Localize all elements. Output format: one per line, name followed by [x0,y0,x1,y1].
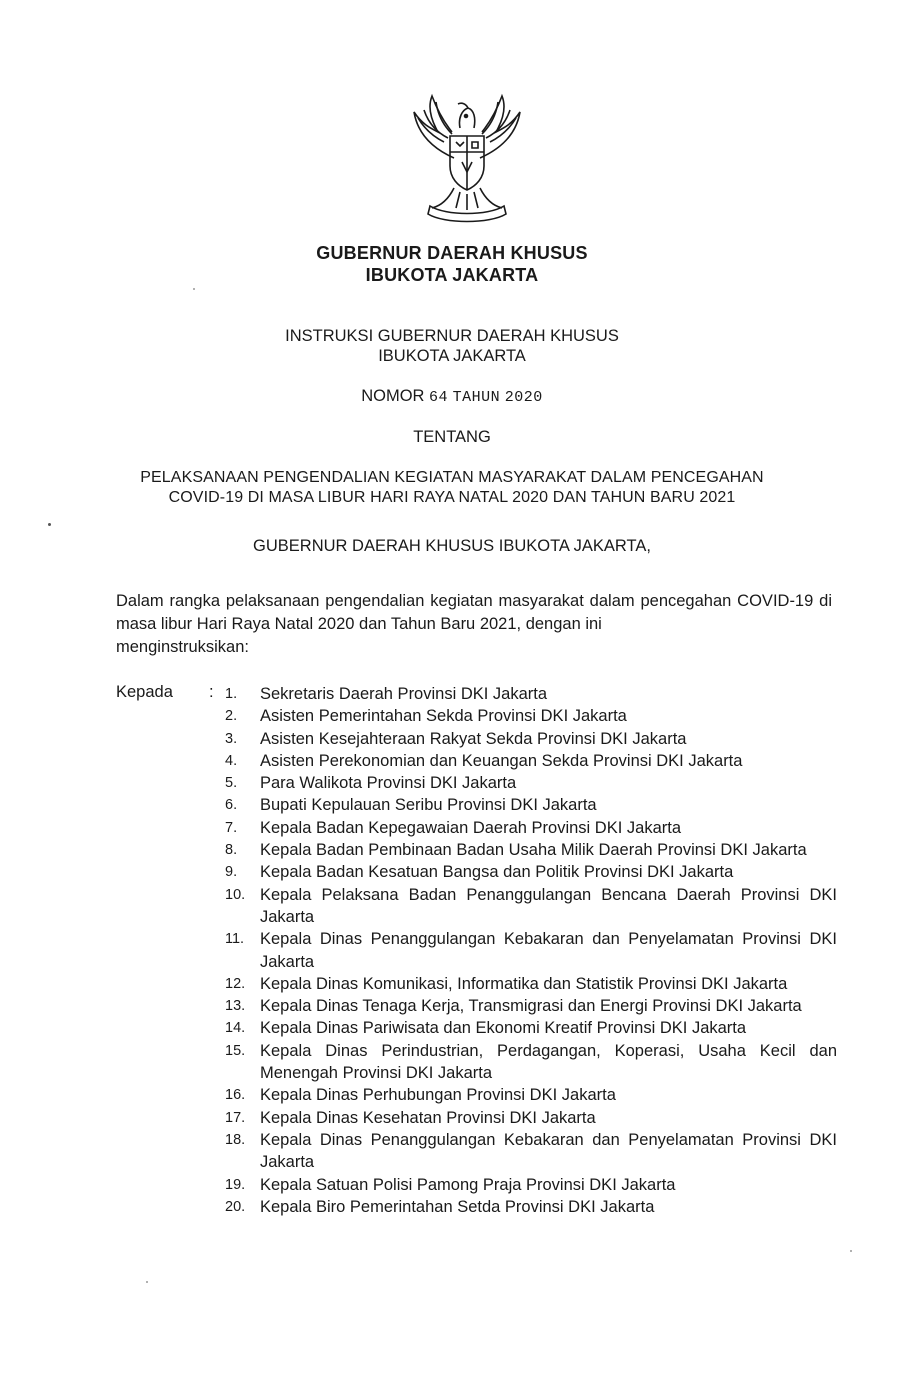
recipient-number: 4. [225,752,238,769]
number-label: NOMOR [361,387,425,405]
recipient-number: 16. [225,1087,246,1104]
year-label: TAHUN [452,389,501,406]
recipient-text: Asisten Pemerintahan Sekda Provinsi DKI Jakarta [260,707,627,726]
scan-speck [146,1281,148,1283]
recipient-text: Kepala Dinas Penanggulangan Kebakaran dan Penyelamatan Provinsi DKI Jakarta [260,930,837,971]
recipient-number: 6. [225,797,238,814]
recipient-item [225,1129,837,1174]
recipient-text: Kepala Dinas Tenaga Kerja, Transmigrasi dan Energi Provinsi DKI Jakarta [260,997,802,1016]
about-subject-line1: PELAKSANAAN PENGENDALIAN KEGIATAN MASYARAKAT DALAM PENCEGAHAN [140,469,764,486]
garuda-emblem-svg [396,88,538,228]
recipient-item [225,928,837,973]
instruction-number [0,387,904,406]
recipient-text: Asisten Perekonomian dan Keuangan Sekda Provinsi DKI Jakarta [260,751,743,770]
year-value: 2020 [504,389,543,406]
instruction-type-line1: INSTRUKSI GUBERNUR DAERAH KHUSUS [285,327,619,345]
recipient-text: Kepala Biro Pemerintahan Setda Provinsi DKI Jakarta [260,1197,655,1216]
recipient-text: Kepala Dinas Perindustrian, Perdagangan, Koperasi, Usaha Kecil dan Menengah Provinsi DKI Jakarta [260,1041,837,1083]
recipient-item [225,750,837,772]
scan-speck [193,288,195,290]
number-value: 64 [429,389,449,406]
recipient-number: 12. [225,975,246,992]
recipient-text: Asisten Kesejahteraan Rakyat Sekda Provinsi DKI Jakarta [260,729,687,748]
recipient-text: Kepala Dinas Perhubungan Provinsi DKI Jakarta [260,1086,616,1105]
recipient-item [225,728,837,750]
recipient-number: 2. [225,708,238,725]
recipient-number: 3. [225,730,238,747]
recipient-text: Kepala Pelaksana Badan Penanggulangan Bencana Daerah Provinsi DKI Jakarta [260,885,837,926]
recipient-number: 7. [225,819,238,836]
authority-title-line2: IBUKOTA JAKARTA [365,265,539,285]
recipient-number: 8. [225,842,238,859]
recipient-number: 11. [225,931,245,948]
recipient-number: 10. [225,886,246,903]
recipient-item [225,794,837,816]
recipient-item [225,861,837,883]
recipient-item [225,817,837,839]
recipient-text: Kepala Dinas Pariwisata dan Ekonomi Kreatif Provinsi DKI Jakarta [260,1019,747,1038]
recipient-item [225,884,837,929]
instruction-type-line2: IBUKOTA JAKARTA [378,347,526,365]
recipient-item [225,772,837,794]
recipient-item [225,1017,837,1039]
recipient-item [225,1174,837,1196]
recipient-text: Kepala Dinas Kesehatan Provinsi DKI Jakarta [260,1108,596,1127]
scan-speck [850,1250,852,1252]
issuer-line: GUBERNUR DAERAH KHUSUS IBUKOTA JAKARTA, [253,537,651,555]
garuda-emblem-icon [396,88,538,228]
recipient-text: Para Walikota Provinsi DKI Jakarta [260,774,517,793]
recipient-text: Bupati Kepulauan Seribu Provinsi DKI Jakarta [260,796,597,815]
recipient-number: 9. [225,864,238,881]
recipient-text: Kepala Badan Kesatuan Bangsa dan Politik Provinsi DKI Jakarta [260,863,734,882]
about-heading: TENTANG [413,428,491,446]
recipient-text: Sekretaris Daerah Provinsi DKI Jakarta [260,685,548,703]
intro-main-text: Dalam rangka pelaksanaan pengendalian kegiatan masyarakat dalam pencegahan COVID-19 di masa libur Hari Raya Natal 2020 dan Tahun Baru 2021, dengan ini [116,592,832,633]
recipient-item [225,1107,837,1129]
recipient-item [225,705,837,727]
scan-speck [48,523,51,526]
recipient-text: Kepala Dinas Penanggulangan Kebakaran dan Penyelamatan Provinsi DKI Jakarta [260,1130,837,1172]
kepada-colon: : [209,683,214,701]
recipient-item [225,839,837,861]
intro-end-text: menginstruksikan: [116,638,249,656]
intro-paragraph [116,590,832,659]
recipient-number: 17. [225,1109,246,1126]
recipient-item [225,683,837,705]
recipient-item [225,1196,837,1218]
recipient-item [225,995,837,1017]
recipient-number: 19. [225,1176,246,1193]
recipient-number: 15. [225,1042,246,1059]
recipient-text: Kepala Badan Pembinaan Badan Usaha Milik Daerah Provinsi DKI Jakarta [260,841,807,860]
recipient-text: Kepala Dinas Komunikasi, Informatika dan Statistik Provinsi DKI Jakarta [260,974,788,993]
recipient-item [225,973,837,995]
recipient-number: 18. [225,1131,246,1148]
kepada-label: Kepada [116,683,173,701]
recipient-number: 1. [225,686,238,702]
recipient-text: Kepala Badan Kepegawaian Daerah Provinsi DKI Jakarta [260,818,682,837]
recipient-item [225,1040,837,1085]
recipient-item [225,1084,837,1106]
recipient-list [225,683,837,1218]
recipient-text: Kepala Satuan Polisi Pamong Praja Provinsi DKI Jakarta [260,1175,676,1194]
recipient-number: 5. [225,775,238,792]
recipient-number: 20. [225,1198,246,1215]
recipient-number: 13. [225,998,246,1015]
authority-title-line1: GUBERNUR DAERAH KHUSUS [316,243,588,263]
recipient-number: 14. [225,1020,246,1037]
about-subject-line2: COVID-19 DI MASA LIBUR HARI RAYA NATAL 2020 DAN TAHUN BARU 2021 [168,489,736,506]
